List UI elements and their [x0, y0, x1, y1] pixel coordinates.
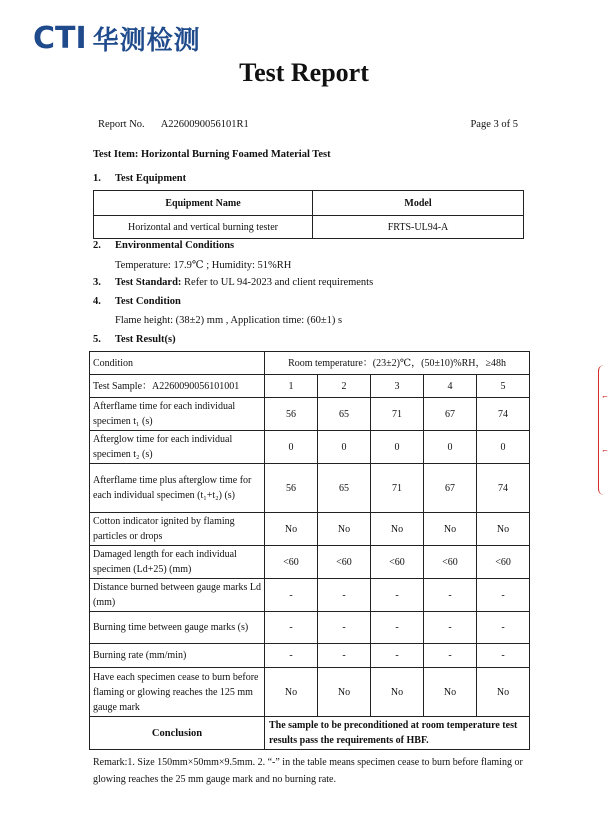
- row-value: <60: [371, 546, 424, 579]
- section-heading: Test Equipment: [115, 173, 187, 184]
- row-value: No: [477, 668, 530, 717]
- row-label: Burning rate (mm/min): [90, 644, 265, 668]
- condition-text: Flame height: (38±2) mm , Application time: (60±1) s: [115, 315, 343, 326]
- section-number: 2.: [93, 240, 101, 251]
- row-value: <60: [318, 546, 371, 579]
- row-value: 67: [424, 464, 477, 513]
- specimen-number: 4: [424, 375, 477, 398]
- row-label: Burning time between gauge marks (s): [90, 612, 265, 644]
- row-label: Cotton indicator ignited by flaming particles or drops: [90, 513, 265, 546]
- section-number: 4.: [93, 296, 101, 307]
- row-value: No: [318, 668, 371, 717]
- equipment-table: [93, 190, 524, 239]
- row-value: -: [318, 644, 371, 668]
- row-value: 0: [265, 431, 318, 464]
- row-value: 74: [477, 398, 530, 431]
- row-value: No: [424, 668, 477, 717]
- table-row: [90, 644, 530, 668]
- row-value: -: [371, 579, 424, 612]
- row-value: 71: [371, 398, 424, 431]
- equipment-header-model: Model: [313, 191, 524, 216]
- table-row: [90, 513, 530, 546]
- row-value: No: [371, 513, 424, 546]
- section-result: [93, 334, 176, 345]
- section-condition: [93, 296, 181, 307]
- row-value: -: [477, 612, 530, 644]
- stamp-mark: ⌐: [602, 393, 608, 401]
- row-value: 65: [318, 398, 371, 431]
- section-equipment: [93, 173, 186, 184]
- report-number: [98, 119, 249, 130]
- condition-value: Room temperature：(23±2)℃，(50±10)%RH，≥48h: [265, 352, 530, 375]
- section-heading: Test Result(s): [115, 334, 176, 345]
- specimen-number: 3: [371, 375, 424, 398]
- row-value: -: [371, 612, 424, 644]
- row-value: <60: [424, 546, 477, 579]
- logo-chinese-text: 华测检测: [92, 26, 201, 56]
- report-number-label: Report No.: [98, 119, 145, 130]
- row-value: 0: [477, 431, 530, 464]
- row-label: Afterflame time plus afterglow time for each individual specimen (t₁+t₂) (s): [90, 464, 265, 513]
- section-heading: Environmental Conditions: [115, 240, 235, 251]
- results-table: [89, 351, 530, 750]
- stamp-mark: ⌐: [602, 447, 608, 455]
- row-value: -: [477, 644, 530, 668]
- row-value: -: [318, 612, 371, 644]
- row-value: <60: [477, 546, 530, 579]
- table-row: [90, 579, 530, 612]
- company-logo: [33, 20, 201, 57]
- row-value: No: [477, 513, 530, 546]
- row-value: -: [318, 579, 371, 612]
- report-number-value: A2260090056101R1: [160, 119, 249, 130]
- row-value: -: [265, 612, 318, 644]
- page-title: Test Report: [239, 58, 369, 87]
- row-label: Distance burned between gauge marks Ld (mm): [90, 579, 265, 612]
- row-value: 71: [371, 464, 424, 513]
- table-row: [90, 668, 530, 717]
- logo-brand-text: CTI: [33, 21, 87, 56]
- specimen-number: 2: [318, 375, 371, 398]
- row-value: -: [265, 579, 318, 612]
- row-value: No: [318, 513, 371, 546]
- row-value: 0: [371, 431, 424, 464]
- section-standard: [93, 277, 373, 288]
- table-row: [90, 546, 530, 579]
- condition-label: Condition: [90, 352, 265, 375]
- conclusion-label: Conclusion: [90, 717, 265, 750]
- red-stamp-edge: [598, 365, 608, 495]
- remark-text: Remark:1. Size 150mm×50mm×9.5mm. 2. “-” in the table means specimen cease to burn before flaming or glowing reaches the 25 mm gauge mark and no burning rate.: [93, 757, 523, 785]
- row-label: Afterglow time for each individual specimen t₂ (s): [90, 431, 265, 464]
- row-value: 65: [318, 464, 371, 513]
- row-label: Afterflame time for each individual specimen t₁ (s): [90, 398, 265, 431]
- row-value: No: [424, 513, 477, 546]
- conclusion-text: The sample to be preconditioned at room temperature test results pass the requirements of HBF.: [265, 717, 530, 750]
- row-value: No: [265, 668, 318, 717]
- section-number: 3.: [93, 277, 101, 288]
- specimen-number: 5: [477, 375, 530, 398]
- row-value: -: [424, 612, 477, 644]
- standard-text: Refer to UL 94-2023 and client requirements: [181, 277, 374, 288]
- test-item: Test Item: Horizontal Burning Foamed Material Test: [93, 149, 331, 160]
- row-label: Have each specimen cease to burn before flaming or glowing reaches the 125 mm gauge mark: [90, 668, 265, 717]
- row-value: No: [265, 513, 318, 546]
- row-label: Damaged length for each individual specimen (Ld+25) (mm): [90, 546, 265, 579]
- row-value: 67: [424, 398, 477, 431]
- row-value: -: [424, 579, 477, 612]
- row-value: -: [424, 644, 477, 668]
- section-number: 5.: [93, 334, 101, 345]
- row-value: 0: [318, 431, 371, 464]
- equipment-header-name: Equipment Name: [94, 191, 313, 216]
- page-number: Page 3 of 5: [470, 119, 518, 130]
- section-environment: [93, 240, 234, 251]
- sample-label: Test Sample：A2260090056101001: [90, 375, 265, 398]
- environment-text: Temperature: 17.9℃ ; Humidity: 51%RH: [115, 260, 292, 271]
- row-value: 56: [265, 464, 318, 513]
- table-row: [90, 431, 530, 464]
- row-value: No: [371, 668, 424, 717]
- equipment-name: Horizontal and vertical burning tester: [94, 216, 313, 239]
- table-row: [90, 464, 530, 513]
- row-value: 0: [424, 431, 477, 464]
- row-value: -: [477, 579, 530, 612]
- table-row: [90, 398, 530, 431]
- row-value: -: [265, 644, 318, 668]
- row-value: <60: [265, 546, 318, 579]
- section-heading: Test Condition: [115, 296, 181, 307]
- row-value: 74: [477, 464, 530, 513]
- section-heading: Test Standard:: [115, 277, 182, 288]
- section-number: 1.: [93, 173, 101, 184]
- row-value: 56: [265, 398, 318, 431]
- row-value: -: [371, 644, 424, 668]
- equipment-model: FRTS-UL94-A: [313, 216, 524, 239]
- specimen-number: 1: [265, 375, 318, 398]
- table-row: [90, 612, 530, 644]
